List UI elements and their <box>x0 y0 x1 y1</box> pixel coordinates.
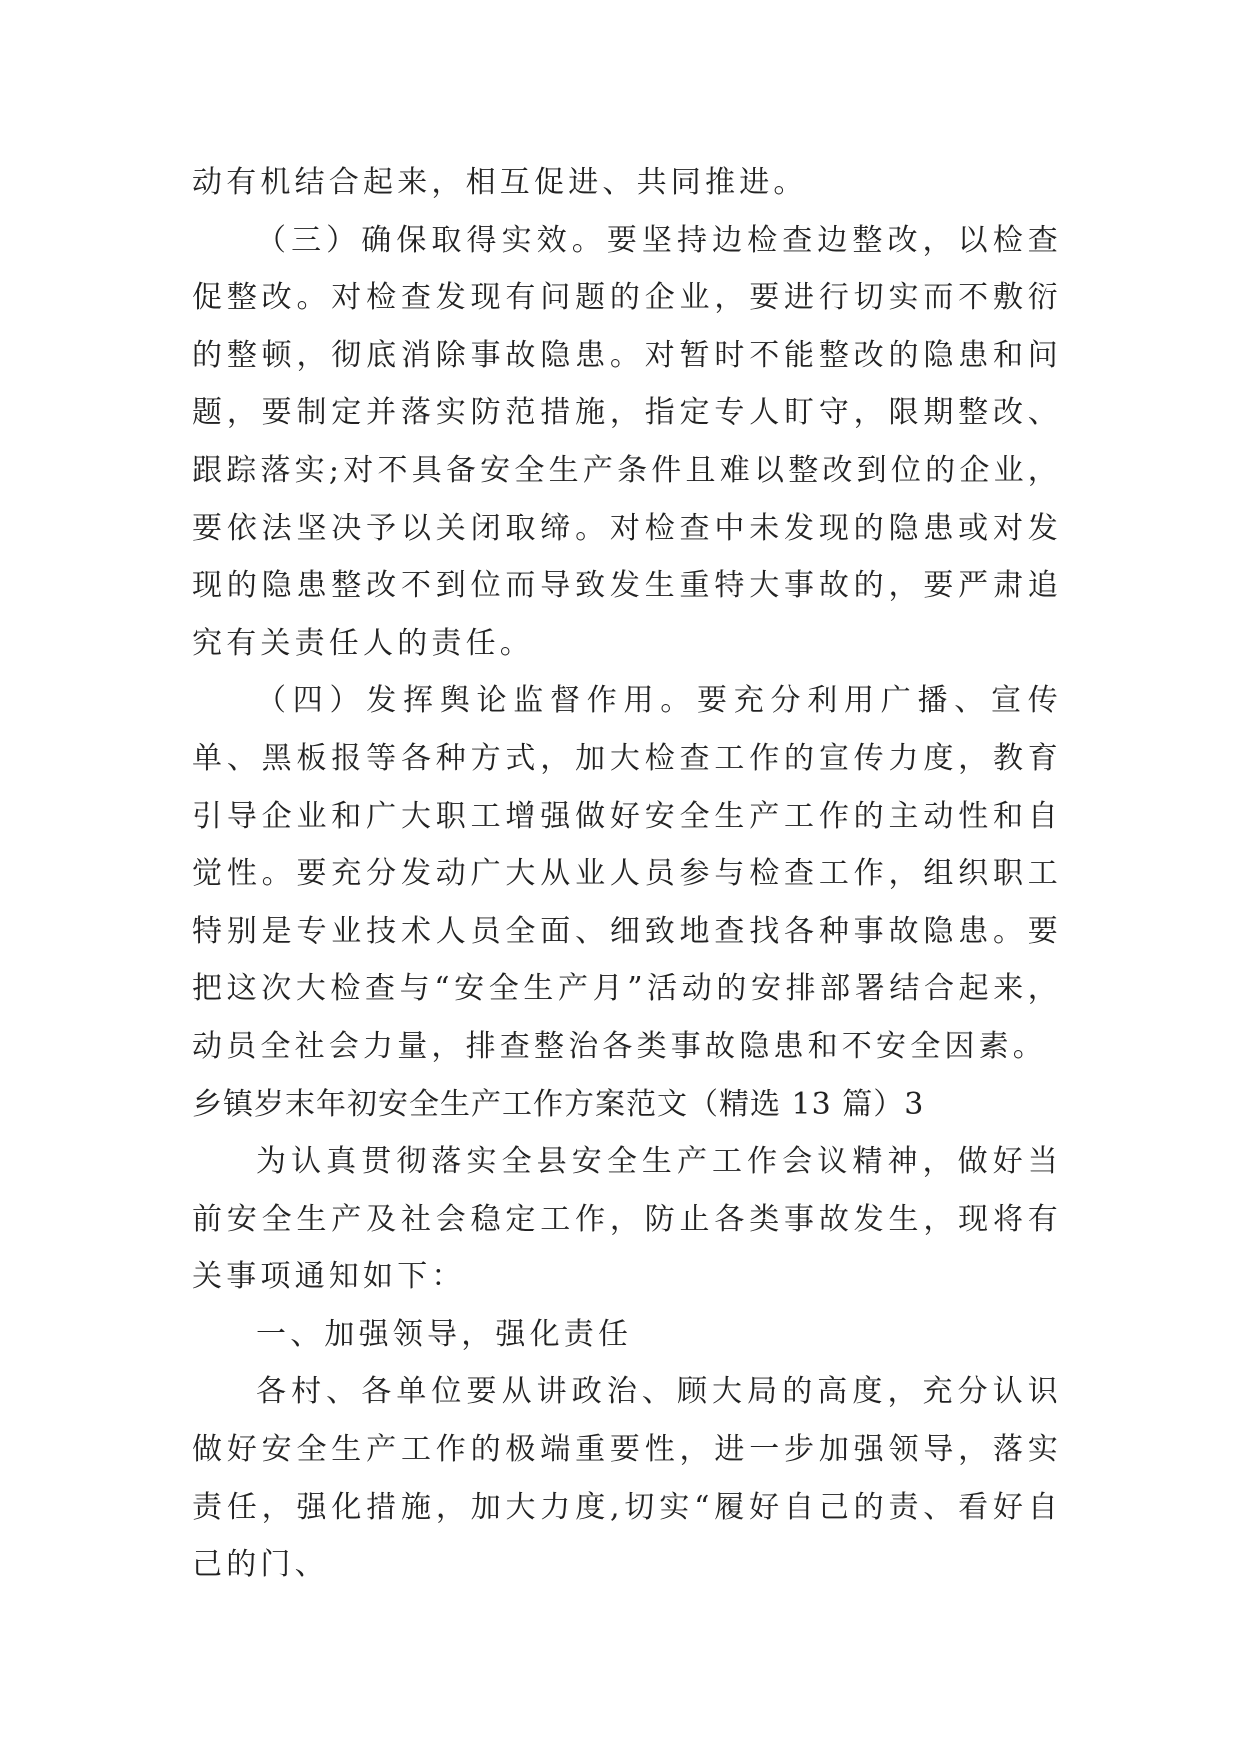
paragraph-leadership-body: 各村、各单位要从讲政治、顾大局的高度，充分认识做好安全生产工作的极端重要性，进一步加强领导，落实责任，强化措施，加大力度,切实“履好自己的责、看好自己的门、 <box>192 1374 1062 1583</box>
paragraph-continuation: 动有机结合起来，相互促进、共同推进。 <box>192 165 808 200</box>
paragraph-ensure-results: （三）确保取得实效。要坚持边检查边整改，以检查促整改。对检查发现有问题的企业，要进行切实而不敷衍的整顿，彻底消除事故隐患。对暂时不能整改的隐患和问题，要制定并落实防范措施，指定专人盯守，限期整改、跟踪落实;对不具备安全生产条件且难以整改到位的企业，要依法坚决予以关闭取缔。对检查中未发现的隐患或对发现的隐患整改不到位而导致发生重特大事故的，要严肃追究有关责任人的责任。 <box>192 222 1062 661</box>
paragraph-notice-intro: 为认真贯彻落实全县安全生产工作会议精神，做好当前安全生产及社会稳定工作，防止各类事故发生，现将有关事项通知如下： <box>192 1144 1062 1295</box>
section-title: 乡镇岁末年初安全生产工作方案范文（精选 13 篇）3 <box>192 1086 925 1122</box>
paragraph-media-supervision: （四）发挥舆论监督作用。要充分利用广播、宣传单、黑板报等各种方式，加大检查工作的宣传力度，教育引导企业和广大职工增强做好安全生产工作的主动性和自觉性。要充分发动广大从业人员参与检查工作，组织职工特别是专业技术人员全面、细致地查找各种事故隐患。要把这次大检查与“安全生产月”活动的安排部署结合起来，动员全社会力量，排查整治各类事故隐患和不安全因素。 <box>192 683 1062 1064</box>
paragraph-subheading-leadership: 一、加强领导，强化责任 <box>256 1316 633 1352</box>
document-body <box>192 154 1062 1594</box>
